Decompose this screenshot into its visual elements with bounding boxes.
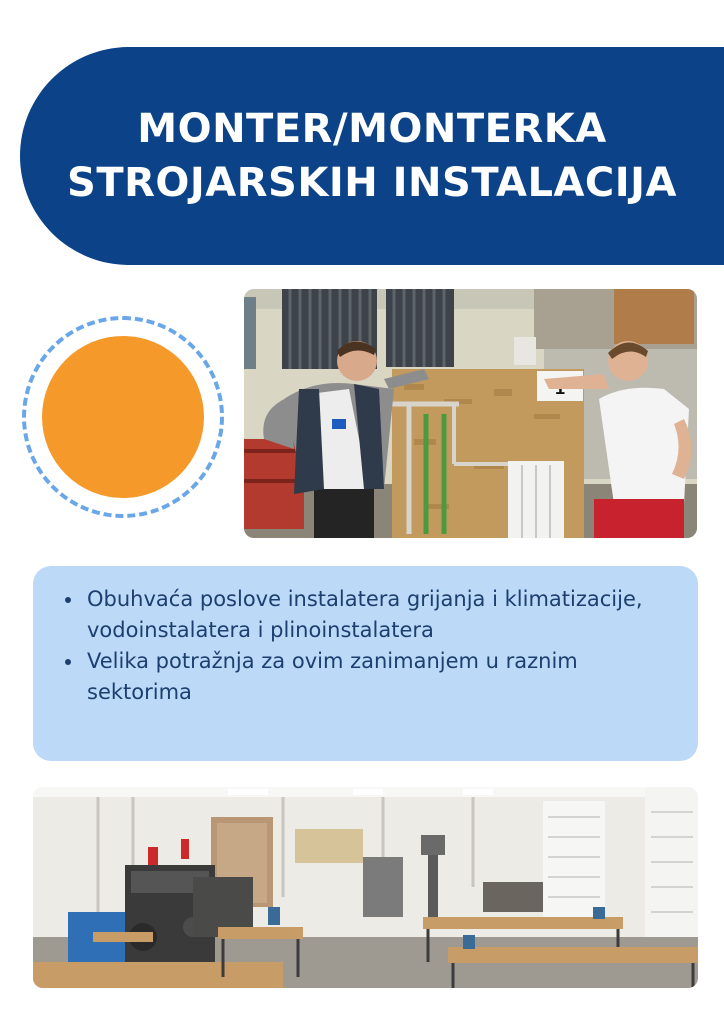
bullet-dot-icon <box>65 597 71 603</box>
decorative-orange-circle <box>42 336 204 498</box>
title-banner <box>20 47 724 265</box>
photo-students-installation-board <box>244 289 697 538</box>
decorative-dashed-ring <box>22 316 224 518</box>
info-bullet-text: Obuhvaća poslove instalatera grijanja i klimatizacije, vodoinstalatera i plinoinstalatera <box>87 587 643 642</box>
info-bullet-text: Velika potražnja za ovim zanimanjem u raznim sektorima <box>87 649 578 704</box>
info-bullet-list <box>87 584 678 708</box>
info-box <box>33 566 698 761</box>
title-line-1: MONTER/MONTERKA <box>137 106 607 152</box>
bullet-dot-icon <box>65 659 71 665</box>
photo-workshop-room <box>33 787 698 988</box>
info-bullet-item <box>87 646 678 708</box>
info-bullet-item <box>87 584 678 646</box>
title-line-2: STROJARSKIH INSTALACIJA <box>67 160 677 206</box>
